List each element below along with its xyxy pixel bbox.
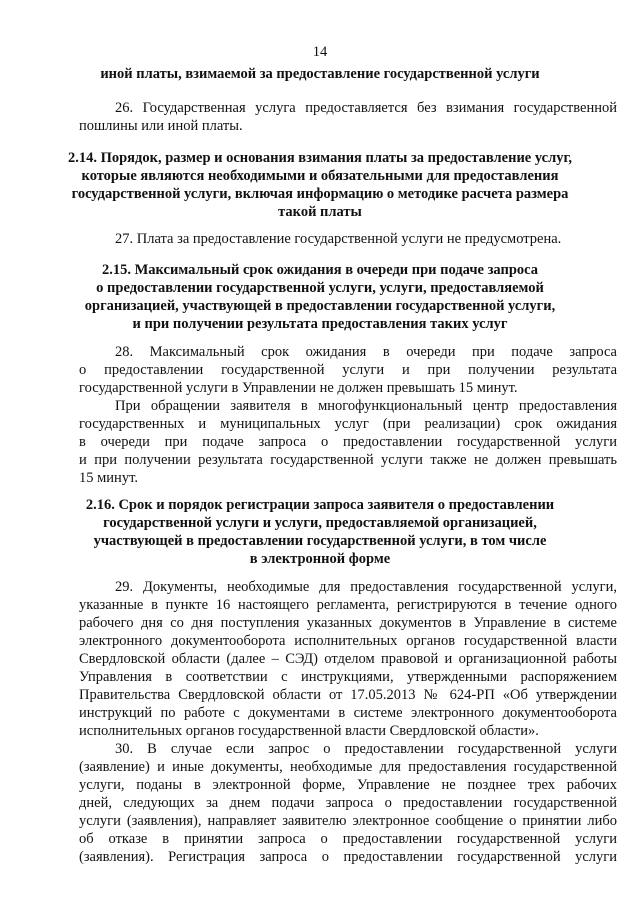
heading-line: иной платы, взимаемой за предоставление государственной услуги bbox=[100, 66, 540, 82]
paragraph-mfc-line: и при получении результата государственной услуги также не должен превышать bbox=[79, 452, 617, 468]
paragraph-30-line: дней, следующих за днем подачи запроса о предоставлении государственной bbox=[79, 795, 617, 811]
paragraph-mfc-line: государственных и муниципальных услуг (при реализации) срок ожидания bbox=[79, 416, 617, 432]
paragraph-30-line: (заявление) и иные документы, необходимые для предоставления государственной bbox=[79, 759, 617, 775]
section-2-15-heading-line: и при получении результата предоставления таких услуг bbox=[132, 316, 508, 332]
paragraph-29-line: Управления в соответствии с инструкциями, утвержденными распоряжением bbox=[79, 669, 617, 685]
section-2-14-heading-line: такой платы bbox=[278, 204, 362, 220]
paragraph-29-line: инструкций по работе с документами в системе электронного документооборота bbox=[79, 705, 617, 721]
section-2-15-heading-line: 2.15. Максимальный срок ожидания в очереди при подаче запроса bbox=[101, 262, 539, 278]
paragraph-30-line: услуги (заявления), направляет заявителю электронное сообщение о принятии либо bbox=[79, 813, 617, 829]
paragraph-mfc-line: в очереди при подаче запроса о предоставлении государственной услуги bbox=[79, 434, 617, 450]
paragraph-30-line: 30. В случае если запрос о предоставлении государственной услуги bbox=[115, 741, 617, 757]
paragraph-27-line: 27. Плата за предоставление государственной услуги не предусмотрена. bbox=[115, 231, 562, 247]
section-2-15-heading-line: организацией, участвующей в предоставлении государственной услуги, bbox=[84, 298, 556, 314]
section-2-15-heading-line: о предоставлении государственной услуги, услуги, предоставляемой bbox=[96, 280, 544, 296]
paragraph-29-line: электронного документооборота исполнительных органов государственной власти bbox=[79, 633, 617, 649]
paragraph-29-line: Свердловской области (далее – СЭД) отделом правовой и организационной работы bbox=[79, 651, 617, 667]
paragraph-30-line: об отказе в принятии запроса о предоставлении государственной услуги bbox=[79, 831, 617, 847]
paragraph-26-line: 26. Государственная услуга предоставляется без взимания государственной bbox=[115, 100, 617, 116]
paragraph-30-line: (заявления). Регистрация запроса о предоставлении государственной услуги bbox=[79, 849, 617, 865]
paragraph-mfc-line: При обращении заявителя в многофункциональный центр предоставления bbox=[115, 398, 617, 414]
section-2-14-heading-line: государственной услуги, включая информацию о методике расчета размера bbox=[71, 186, 569, 202]
paragraph-28-line: о предоставлении государственной услуги и при получении результата bbox=[79, 362, 617, 378]
section-2-16-heading-line: 2.16. Срок и порядок регистрации запроса заявителя о предоставлении bbox=[85, 497, 555, 513]
paragraph-30-line: услуги, поданы в электронной форме, Управление не позднее трех рабочих bbox=[79, 777, 617, 793]
section-2-16-heading-line: государственной услуги и услуги, предоставляемой организацией, bbox=[103, 515, 537, 531]
paragraph-29-line: указанные в пункте 16 настоящего регламента, регистрируются в течение одного bbox=[79, 597, 617, 613]
paragraph-29-line: Правительства Свердловской области от 17.05.2013 № 624-РП «Об утверждении bbox=[79, 687, 617, 703]
paragraph-29-line: исполнительных органов государственной власти Свердловской области». bbox=[79, 723, 539, 739]
section-2-16-heading-line: участвующей в предоставлении государственной услуги, в том числе bbox=[93, 533, 547, 549]
paragraph-29-line: рабочего дня со дня поступления указанных документов в Управление в системе bbox=[79, 615, 617, 631]
paragraph-28-line: 28. Максимальный срок ожидания в очереди при подаче запроса bbox=[115, 344, 617, 360]
section-2-16-heading-line: в электронной форме bbox=[249, 551, 391, 567]
section-2-14-heading-line: 2.14. Порядок, размер и основания взимания платы за предоставление услуг, bbox=[67, 150, 573, 166]
paragraph-mfc-line: 15 минут. bbox=[79, 470, 138, 486]
paragraph-29-line: 29. Документы, необходимые для предоставления государственной услуги, bbox=[115, 579, 617, 595]
page-number: 14 bbox=[312, 44, 328, 60]
paragraph-28-line: государственной услуги в Управлении не должен превышать 15 минут. bbox=[79, 380, 518, 396]
paragraph-26-line: пошлины или иной платы. bbox=[79, 118, 243, 134]
section-2-14-heading-line: которые являются необходимыми и обязательными для предоставления bbox=[81, 168, 559, 184]
